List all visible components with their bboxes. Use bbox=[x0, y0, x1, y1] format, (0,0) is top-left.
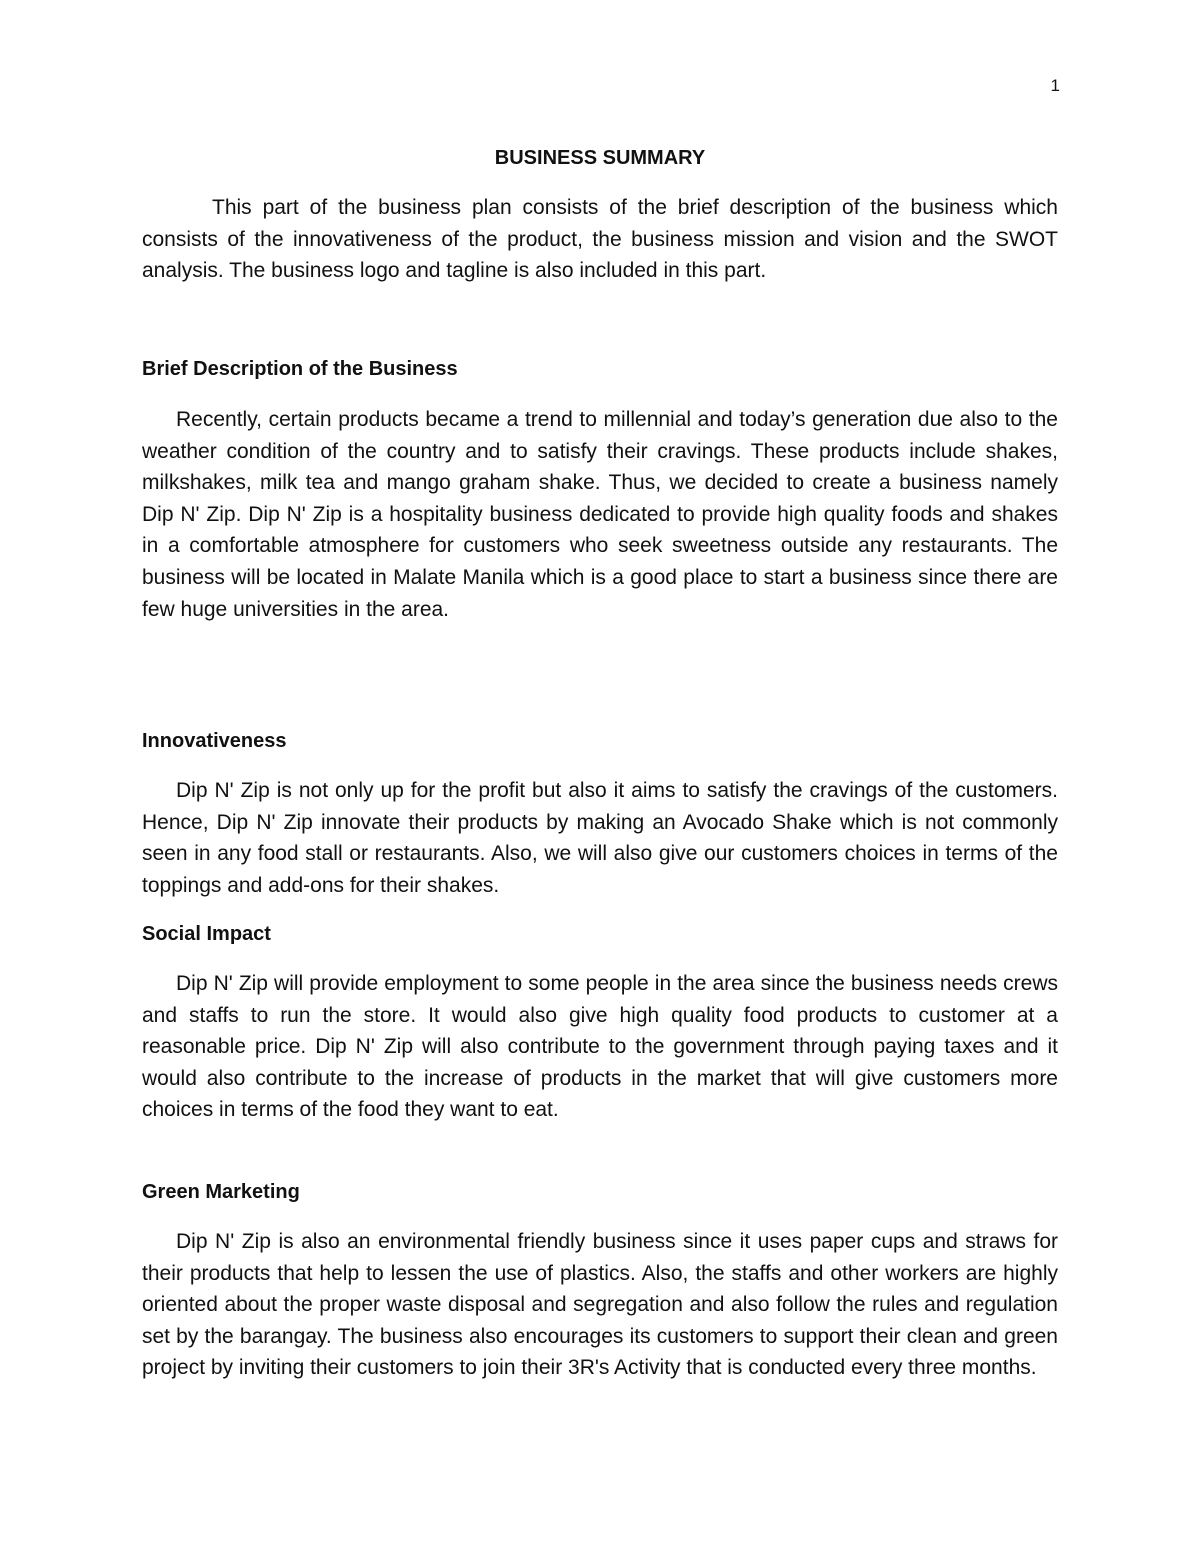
section-body-brief-description: Recently, certain products became a trend to millennial and today’s generation due also to the weather condition of the country and to satisfy their cravings. These products include shakes, milkshakes, milk tea and mango graham shake. Thus, we decided to create a business namely Dip N' Zip. Dip N' Zip is a hospitality business dedicated to provide high quality foods and shakes in a comfortable atmosphere for customers who seek sweetness outside any restaurants. The business will be located in Malate Manila which is a good place to start a business since there are few huge universities in the area. bbox=[142, 408, 1058, 621]
section-body-innovativeness: Dip N' Zip is not only up for the profit but also it aims to satisfy the cravings of the customers. Hence, Dip N' Zip innovate their products by making an Avocado Shake which is not commonly seen in any food stall or restaurants. Also, we will also give our customers choices in terms of the toppings and add-ons for their shakes. bbox=[142, 779, 1058, 897]
section-heading-innovativeness: Innovativeness bbox=[142, 730, 287, 752]
section-body-green-marketing: Dip N' Zip is also an environmental friendly business since it uses paper cups and straws for their products that help to lessen the use of plastics. Also, the staffs and other workers are highly oriented about the proper waste disposal and segregation and also follow the rules and regulation set by the barangay. The business also encourages its customers to support their clean and green project by inviting their customers to join their 3R's Activity that is conducted every three months. bbox=[142, 1230, 1058, 1380]
section-heading-brief-description: Brief Description of the Business bbox=[142, 358, 458, 380]
section-body-social-impact: Dip N' Zip will provide employment to some people in the area since the business needs crews and staffs to run the store. It would also give high quality food products to customer at a reasonable price. Dip N' Zip will also contribute to the government through paying taxes and it would also contribute to the increase of products in the market that will give customers more choices in terms of the food they want to eat. bbox=[142, 972, 1058, 1122]
section-heading-social-impact: Social Impact bbox=[142, 923, 271, 945]
page-title: BUSINESS SUMMARY bbox=[494, 147, 706, 169]
page-number: 1 bbox=[1050, 76, 1060, 95]
intro-paragraph: This part of the business plan consists of the brief description of the business which consists of the innovativeness of the product, the business mission and vision and the SWOT analysis. The business logo and tagline is also included in this part. bbox=[142, 196, 1058, 283]
section-heading-green-marketing: Green Marketing bbox=[142, 1181, 300, 1203]
